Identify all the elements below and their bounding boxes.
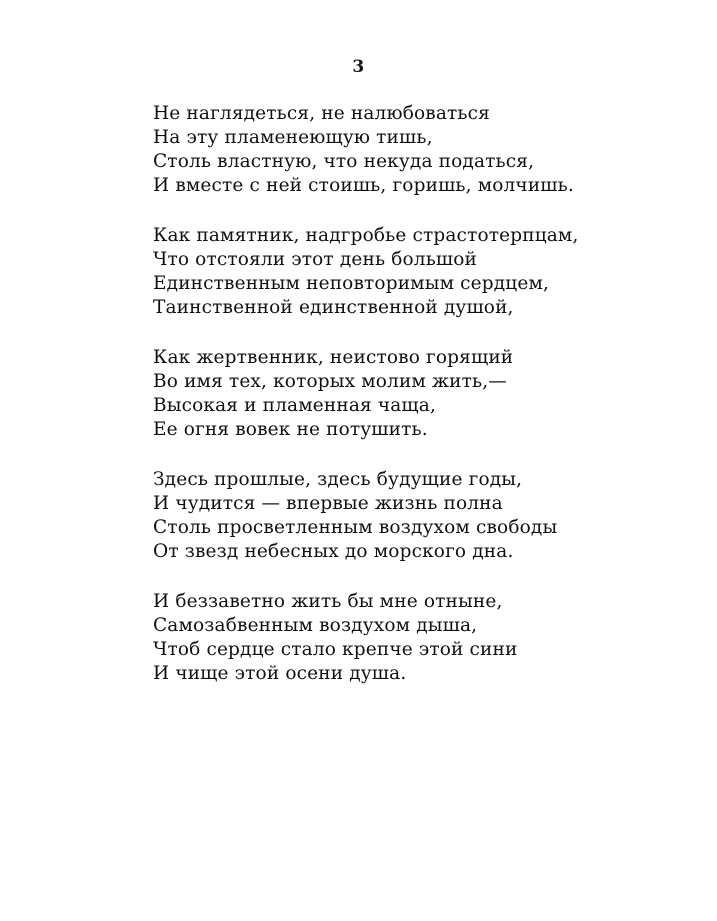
poem-line: Как жертвенник, неистово горящий	[153, 347, 514, 368]
poem-line: Столь просветленным воздухом свободы	[153, 517, 558, 538]
poem-line: Здесь прошлые, здесь будущие годы,	[153, 469, 523, 490]
poem-line: И вместе с ней стоишь, горишь, молчишь.	[153, 175, 574, 196]
poem-line: Таинственной единственной душой,	[153, 297, 514, 318]
poem-line: Самозабвенным воздухом дыша,	[153, 615, 478, 636]
poem-line: Не наглядеться, не налюбоваться	[153, 103, 490, 124]
page-number: 3	[352, 57, 365, 77]
poem-line: Что отстояли этот день большой	[153, 249, 478, 270]
stanza-4	[153, 468, 693, 564]
poem-line: Единственным неповторимым сердцем,	[153, 273, 550, 294]
poem-line: И чище этой осени душа.	[153, 663, 407, 684]
poem-line: Столь властную, что некуда податься,	[153, 151, 535, 172]
poem-line: Ее огня вовек не потушить.	[153, 419, 428, 440]
stanza-3	[153, 346, 693, 442]
stanza-1	[153, 102, 693, 198]
poem-line: От звезд небесных до морского дна.	[153, 541, 514, 562]
stanza-2	[153, 224, 693, 320]
poem-line: Как памятник, надгробье страстотерпцам,	[153, 225, 579, 246]
poem-line: На эту пламенеющую тишь,	[153, 127, 433, 148]
poem-line: Чтоб сердце стало крепче этой сини	[153, 639, 518, 660]
poem	[153, 102, 693, 712]
poem-line: Во имя тех, которых молим жить,—	[153, 371, 507, 392]
poem-line: И чудится — впервые жизнь полна	[153, 493, 503, 514]
poem-line: И беззаветно жить бы мне отныне,	[153, 591, 503, 612]
stanza-5	[153, 590, 693, 686]
poem-line: Высокая и пламенная чаща,	[153, 395, 436, 416]
